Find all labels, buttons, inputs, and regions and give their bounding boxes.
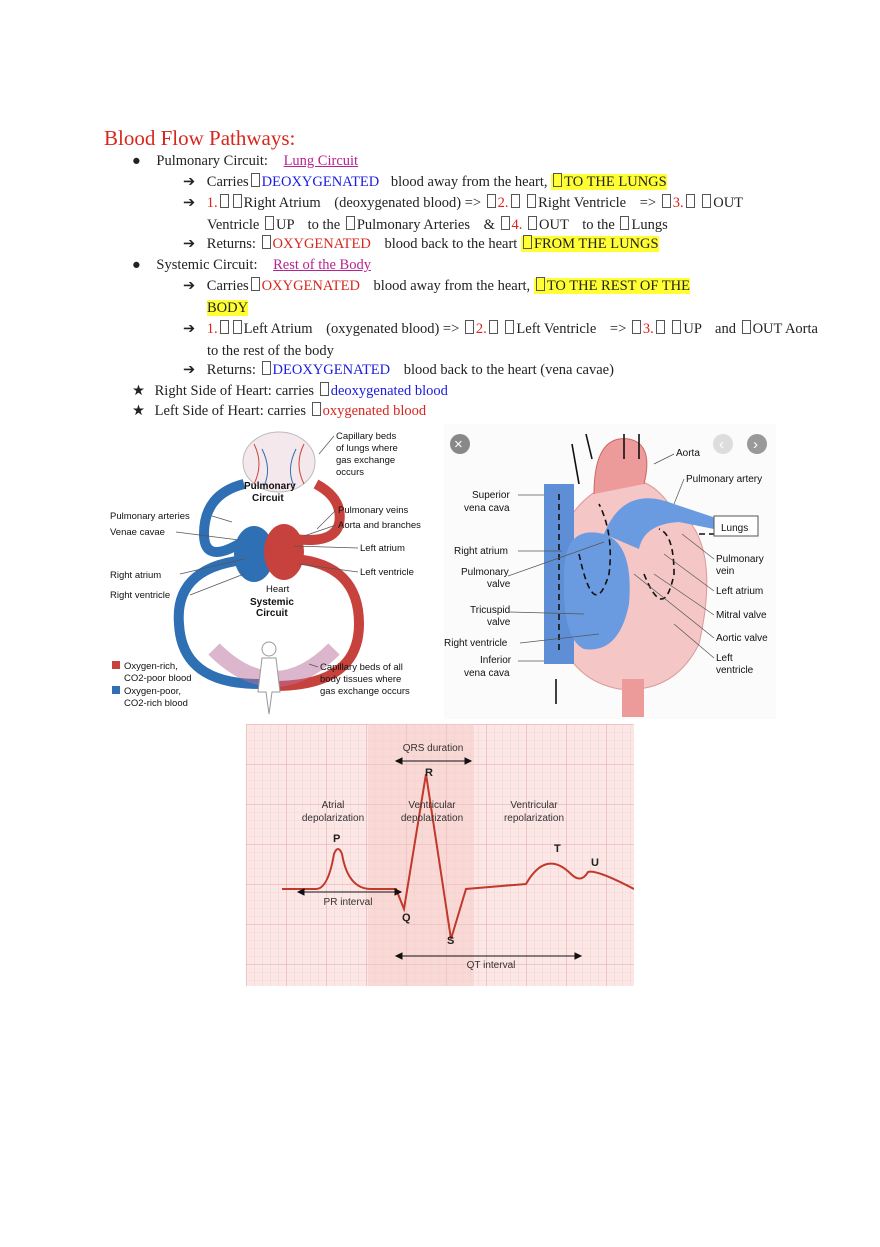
human-figure: [258, 642, 280, 714]
checkbox-icon: [528, 216, 537, 230]
text: blood away from the heart,: [373, 278, 531, 294]
highlight: TO THE REST OF THE: [546, 278, 690, 294]
qrs-duration-label: QRS duration: [402, 743, 464, 754]
checkbox-icon: [251, 173, 260, 187]
text: blood away from the heart,: [390, 174, 548, 190]
qt-interval-label: QT interval: [466, 960, 516, 971]
checkbox-icon: [262, 235, 271, 249]
answer: OXYGENATED: [272, 236, 371, 252]
step-num: 3.: [642, 321, 654, 337]
arrow-icon: ➔: [183, 174, 196, 190]
arrow-icon: ➔: [183, 321, 196, 337]
checkbox-icon: [265, 216, 274, 230]
right-atrium-label: Right atrium: [110, 570, 162, 581]
text: (oxygenated blood) =>: [326, 321, 460, 337]
pulmonary-label: Pulmonary Circuit:: [156, 153, 268, 169]
checkbox-icon: [233, 194, 242, 208]
arrow-icon: ➔: [183, 236, 196, 252]
cap-lungs-label-0: Capillary beds: [336, 431, 397, 442]
checkbox-icon: [233, 320, 242, 334]
text: UP: [683, 321, 702, 337]
text: blood back to the heart (vena cavae): [403, 362, 614, 378]
left-atrium-label: Left atrium: [360, 543, 405, 554]
sys-circuit-title-0: Systemic: [250, 597, 294, 608]
text: Right Side of Heart: carries: [154, 383, 315, 399]
ventricular-dep-label-0: Ventricular: [408, 800, 456, 811]
checkbox-icon: [487, 194, 496, 208]
tricuspid-label-1: valve: [487, 617, 511, 628]
pulm-artery-label: Pulmonary artery: [686, 474, 763, 485]
atrial-label-0: Atrial: [321, 800, 345, 811]
arrow-icon: ➔: [183, 195, 196, 211]
inferior-label-0: Inferior: [480, 655, 512, 666]
systemic-answer: Rest of the Body: [273, 257, 371, 273]
legend-poor-1: CO2-rich blood: [124, 698, 188, 709]
text: OUT: [539, 217, 569, 233]
chevron-right-icon: ›: [753, 436, 758, 453]
left-side-line: [132, 402, 426, 420]
step-num: 4.: [511, 217, 523, 233]
bullet: ●: [132, 257, 141, 273]
checkbox-icon: [220, 320, 229, 334]
inferior-label-1: vena cava: [464, 668, 510, 679]
text: =>: [639, 195, 657, 211]
step-num: 3.: [672, 195, 684, 211]
aortic-valve-label: Aortic valve: [716, 633, 768, 644]
checkbox-icon: [262, 361, 271, 375]
text: Returns:: [206, 362, 256, 378]
text: Returns:: [206, 236, 256, 252]
aorta-branches-label: Aorta and branches: [338, 520, 421, 531]
checkbox-icon: [511, 194, 520, 208]
ventricular-rep-label-0: Ventricular: [510, 800, 558, 811]
wave-q: Q: [402, 912, 411, 924]
checkbox-icon: [346, 216, 355, 230]
legend-poor-0: Oxygen-poor,: [124, 686, 182, 697]
checkbox-icon: [632, 320, 641, 334]
text: Left Ventricle: [516, 321, 597, 337]
right-side-line: [132, 382, 448, 400]
checkbox-icon: [505, 320, 514, 334]
left-ventricle-label: Left ventricle: [360, 567, 414, 578]
wave-t: T: [554, 843, 561, 855]
right-ventricle-label: Right ventricle: [110, 590, 171, 601]
checkbox-icon: [251, 277, 260, 291]
text: Carries: [206, 174, 249, 190]
arrow-icon: ➔: [183, 278, 196, 294]
heart-diagram: [444, 424, 776, 719]
pulm-valve-label-0: Pulmonary: [461, 567, 509, 578]
systemic-label: Systemic Circuit:: [156, 257, 258, 273]
heart-label: Heart: [266, 584, 290, 595]
checkbox-icon: [501, 216, 510, 230]
aorta-label: Aorta: [676, 448, 700, 459]
text: to the: [307, 217, 341, 233]
text: (deoxygenated blood) =>: [334, 195, 482, 211]
systemic-circuit-row: [132, 256, 389, 274]
text: to the rest of the body: [207, 343, 334, 359]
star-icon: ★: [132, 383, 145, 399]
checkbox-icon: [523, 235, 532, 249]
right-atrium-label: Right atrium: [454, 546, 508, 557]
legend-rich-0: Oxygen-rich,: [124, 661, 178, 672]
heart-shape: [234, 524, 304, 582]
circulation-diagram: [104, 424, 444, 719]
cap-all-label-0: Capillary beds of all: [320, 662, 403, 673]
text: Right Atrium: [243, 195, 321, 211]
pulmonary-steps-cont: [207, 216, 668, 234]
pulmonary-veins-label: Pulmonary veins: [338, 505, 409, 516]
step-num: 2.: [475, 321, 487, 337]
cap-lungs-label-2: gas exchange: [336, 455, 396, 466]
text: to the: [582, 217, 615, 233]
pulm-circuit-title-1: Circuit: [252, 493, 284, 504]
text: Lungs: [631, 217, 668, 233]
left-atrium-label: Left atrium: [716, 586, 764, 597]
qrs-band: [368, 724, 474, 986]
left-ventricle-label-1: ventricle: [716, 665, 754, 676]
pulmonary-arteries-label: Pulmonary arteries: [110, 511, 190, 522]
cap-all-label-1: body tissues where: [320, 674, 402, 685]
checkbox-icon: [536, 277, 545, 291]
checkbox-icon: [220, 194, 229, 208]
highlight: FROM THE LUNGS: [533, 236, 659, 252]
systemic-steps-cont: [207, 342, 334, 360]
bullet: ●: [132, 153, 141, 169]
step-num: 2.: [497, 195, 509, 211]
page-heading: Blood Flow Pathways:: [104, 126, 296, 150]
text: UP: [275, 217, 294, 233]
checkbox-icon: [686, 194, 695, 208]
venae-cavae-label: Venae cavae: [110, 527, 165, 538]
checkbox-icon: [320, 382, 329, 396]
wave-p: P: [333, 833, 341, 845]
ventricular-rep-label-1: repolarization: [503, 813, 565, 824]
answer: OXYGENATED: [261, 278, 360, 294]
wave-r: R: [425, 767, 433, 779]
answer: oxygenated blood: [322, 403, 427, 419]
systemic-returns: [183, 361, 614, 379]
chevron-left-icon: ‹: [719, 436, 724, 453]
cap-lungs-label-3: occurs: [336, 467, 364, 478]
checkbox-icon: [742, 320, 751, 334]
cap-all-label-2: gas exchange occurs: [320, 686, 410, 697]
pulmonary-steps: [183, 194, 743, 212]
answer: DEOXYGENATED: [272, 362, 391, 378]
legend-swatch-red: [112, 661, 120, 669]
pr-interval-label: PR interval: [323, 897, 373, 908]
checkbox-icon: [620, 216, 629, 230]
text: Right Ventricle: [538, 195, 627, 211]
text: Carries: [206, 278, 249, 294]
text: OUT: [713, 195, 744, 211]
lungs-label: Lungs: [721, 523, 749, 534]
checkbox-icon: [553, 173, 562, 187]
ecg-diagram: [246, 724, 634, 986]
text: OUT Aorta: [752, 321, 818, 337]
checkbox-icon: [527, 194, 536, 208]
checkbox-icon: [312, 402, 321, 416]
arrow-icon: ➔: [183, 362, 196, 378]
legend-swatch-blue: [112, 686, 120, 694]
text: Left Atrium: [243, 321, 313, 337]
superior-label-1: vena cava: [464, 503, 510, 514]
next-button[interactable]: [747, 434, 767, 454]
highlight: BODY: [207, 300, 249, 316]
text: &: [483, 217, 495, 233]
systemic-steps: [183, 320, 818, 338]
text: Pulmonary Arteries: [356, 217, 471, 233]
close-icon: ×: [454, 436, 463, 453]
right-ventricle-label: Right ventricle: [444, 638, 508, 649]
prev-button[interactable]: [713, 434, 733, 454]
step-num: 1.: [206, 195, 218, 211]
close-button[interactable]: [450, 434, 470, 454]
ventricular-dep-label-1: depolarization: [400, 813, 464, 824]
left-ventricle-label-0: Left: [716, 653, 733, 664]
cap-lungs-label-1: of lungs where: [336, 443, 398, 454]
answer: deoxygenated blood: [330, 383, 448, 399]
step-num: 1.: [206, 321, 218, 337]
star-icon: ★: [132, 403, 145, 419]
pulm-vein-label-1: vein: [716, 566, 735, 577]
mitral-label: Mitral valve: [716, 610, 767, 621]
checkbox-icon: [465, 320, 474, 334]
atrial-label-1: depolarization: [301, 813, 365, 824]
pulmonary-circuit-row: [132, 152, 376, 170]
text: and: [715, 321, 736, 337]
checkbox-icon: [656, 320, 665, 334]
checkbox-icon: [702, 194, 711, 208]
superior-label-0: Superior: [472, 490, 510, 501]
checkbox-icon: [489, 320, 498, 334]
pulmonary-answer: Lung Circuit: [283, 153, 359, 169]
checkbox-icon: [662, 194, 671, 208]
text: blood back to the heart: [384, 236, 518, 252]
checkbox-icon: [672, 320, 681, 334]
tricuspid-label-0: Tricuspid: [470, 605, 511, 616]
systemic-carries-cont: [207, 299, 248, 317]
pulm-vein-label-0: Pulmonary: [716, 554, 764, 565]
sys-circuit-title-1: Circuit: [256, 608, 288, 619]
text: Ventricle: [207, 217, 260, 233]
wave-u: U: [591, 857, 599, 869]
highlight: TO THE LUNGS: [564, 174, 667, 190]
pulmonary-returns: [183, 235, 659, 253]
text: Left Side of Heart: carries: [154, 403, 306, 419]
descending-aorta: [622, 679, 644, 717]
wave-s: S: [447, 935, 455, 947]
legend-rich-1: CO2-poor blood: [124, 673, 192, 684]
systemic-carries: [183, 277, 690, 295]
pulm-circuit-title-0: Pulmonary: [244, 481, 296, 492]
text: =>: [609, 321, 627, 337]
pulm-valve-label-1: valve: [487, 579, 511, 590]
pulmonary-carries: [183, 173, 667, 191]
answer: DEOXYGENATED: [261, 174, 380, 190]
